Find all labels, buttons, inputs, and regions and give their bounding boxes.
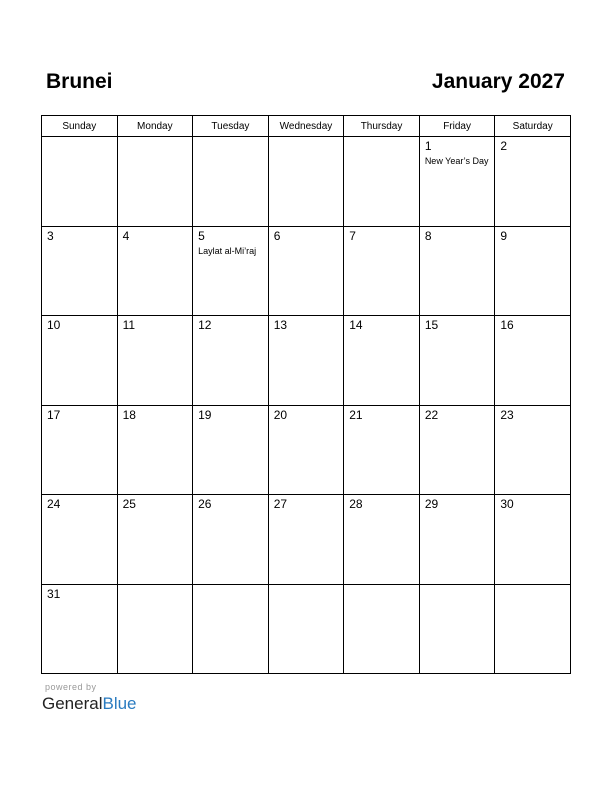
day-cell xyxy=(268,226,344,316)
holiday-label xyxy=(420,332,495,334)
holiday-label xyxy=(269,511,344,513)
holiday-label: New Year’s Day xyxy=(424,156,489,166)
day-number: 10 xyxy=(47,318,61,332)
holiday-label xyxy=(118,422,193,424)
holiday-label xyxy=(193,140,268,142)
week-row xyxy=(42,584,571,674)
day-cell xyxy=(117,226,193,316)
holiday-label xyxy=(344,422,419,424)
week-row xyxy=(42,226,571,316)
day-cell xyxy=(42,495,118,585)
holiday-label xyxy=(42,243,117,245)
day-number: 18 xyxy=(122,407,136,422)
day-number: 29 xyxy=(424,497,439,511)
day-number: 22 xyxy=(424,407,439,422)
day-number: 2 xyxy=(500,139,508,153)
holiday-label xyxy=(269,332,344,334)
day-cell xyxy=(344,226,420,316)
day-number: 12 xyxy=(198,318,212,332)
holiday-label xyxy=(118,511,193,513)
day-cell xyxy=(268,137,344,227)
day-cell xyxy=(495,316,571,406)
day-cell xyxy=(344,495,420,585)
holiday-label xyxy=(344,243,419,245)
holiday-label xyxy=(495,243,570,245)
holiday-label xyxy=(118,140,193,142)
day-cell xyxy=(344,316,420,406)
day-number: 30 xyxy=(500,497,514,511)
holiday-label xyxy=(495,511,570,513)
day-cell xyxy=(193,137,269,227)
day-number: 8 xyxy=(424,228,432,243)
day-number: 15 xyxy=(424,318,439,332)
day-cell xyxy=(193,584,269,674)
calendar-grid xyxy=(41,115,571,674)
holiday-label xyxy=(269,588,344,590)
holiday-label xyxy=(42,422,117,424)
day-cell xyxy=(495,405,571,495)
day-cell xyxy=(419,316,495,406)
holiday-label xyxy=(118,588,193,590)
weekday-header-row xyxy=(42,116,571,137)
holiday-label xyxy=(344,140,419,142)
holiday-label xyxy=(344,511,419,513)
day-number: 9 xyxy=(500,228,508,243)
holiday-label xyxy=(193,588,268,590)
holiday-label xyxy=(42,140,117,142)
day-cell xyxy=(193,495,269,585)
holiday-label xyxy=(269,243,344,245)
day-cell xyxy=(117,495,193,585)
day-cell xyxy=(268,405,344,495)
day-number: 3 xyxy=(47,228,54,243)
brand-blue: Blue xyxy=(102,694,137,713)
holiday-label xyxy=(420,243,495,245)
holiday-label xyxy=(193,332,268,334)
week-row xyxy=(42,137,571,227)
holiday-label xyxy=(42,332,117,334)
day-number: 14 xyxy=(349,318,363,332)
holiday-label xyxy=(420,422,495,424)
day-cell xyxy=(193,316,269,406)
day-cell xyxy=(419,226,495,316)
holiday-label xyxy=(42,601,117,603)
brand-general: General xyxy=(42,694,103,713)
holiday-label xyxy=(269,140,344,142)
holiday-label xyxy=(193,511,268,513)
day-cell xyxy=(42,226,118,316)
day-number: 25 xyxy=(122,497,136,511)
day-cell xyxy=(268,316,344,406)
day-number: 21 xyxy=(349,407,363,422)
week-row xyxy=(42,316,571,406)
day-number: 6 xyxy=(273,228,281,243)
holiday-label xyxy=(495,588,570,590)
day-number: 17 xyxy=(47,407,61,422)
day-cell xyxy=(193,405,269,495)
day-number: 31 xyxy=(47,586,61,601)
day-number: 19 xyxy=(198,407,212,422)
day-cell xyxy=(117,405,193,495)
day-cell xyxy=(495,137,571,227)
country-title: Brunei xyxy=(46,70,113,93)
powered-by-text: powered by xyxy=(45,682,97,692)
day-cell xyxy=(495,495,571,585)
holiday-label xyxy=(42,511,117,513)
month-title: January 2027 xyxy=(431,70,565,93)
day-number: 23 xyxy=(500,407,514,422)
holiday-label xyxy=(495,153,570,155)
holiday-label xyxy=(495,332,570,334)
holiday-label: Laylat al-Mi’raj xyxy=(198,245,257,256)
day-cell xyxy=(344,584,420,674)
weekday-saturday: Saturday xyxy=(495,116,571,137)
day-number: 5 xyxy=(198,228,205,243)
day-number: 1 xyxy=(424,139,432,153)
day-cell xyxy=(268,495,344,585)
weekday-monday: Monday xyxy=(117,116,193,137)
day-cell xyxy=(419,137,495,227)
day-cell xyxy=(344,405,420,495)
weekday-friday: Friday xyxy=(419,116,495,137)
day-cell xyxy=(419,495,495,585)
day-cell xyxy=(419,405,495,495)
weekday-wednesday: Wednesday xyxy=(268,116,344,137)
day-cell xyxy=(268,584,344,674)
weekday-sunday: Sunday xyxy=(42,116,118,137)
day-cell xyxy=(495,226,571,316)
day-number: 27 xyxy=(273,497,288,511)
generalblue-logo[interactable] xyxy=(42,694,137,714)
day-cell xyxy=(419,584,495,674)
day-number: 13 xyxy=(273,318,288,332)
week-row xyxy=(42,495,571,585)
day-cell xyxy=(117,316,193,406)
day-cell xyxy=(42,405,118,495)
day-number: 16 xyxy=(500,318,514,332)
day-number: 24 xyxy=(47,497,61,511)
day-cell xyxy=(42,584,118,674)
day-cell xyxy=(42,137,118,227)
day-number: 11 xyxy=(122,318,136,332)
day-cell xyxy=(344,137,420,227)
day-number: 20 xyxy=(273,407,288,422)
holiday-label xyxy=(420,511,495,513)
day-cell xyxy=(193,226,269,316)
weekday-tuesday: Tuesday xyxy=(193,116,269,137)
day-number: 4 xyxy=(122,228,130,243)
holiday-label xyxy=(344,332,419,334)
day-cell xyxy=(117,584,193,674)
day-cell xyxy=(42,316,118,406)
weekday-thursday: Thursday xyxy=(344,116,420,137)
week-row xyxy=(42,405,571,495)
holiday-label xyxy=(269,422,344,424)
holiday-label xyxy=(118,332,193,334)
day-number: 7 xyxy=(349,228,356,243)
holiday-label xyxy=(118,243,193,245)
day-number: 28 xyxy=(349,497,363,511)
day-number: 26 xyxy=(198,497,212,511)
day-cell xyxy=(495,584,571,674)
holiday-label xyxy=(193,422,268,424)
day-cell xyxy=(117,137,193,227)
holiday-label xyxy=(344,588,419,590)
holiday-label xyxy=(420,588,495,590)
holiday-label xyxy=(495,422,570,424)
